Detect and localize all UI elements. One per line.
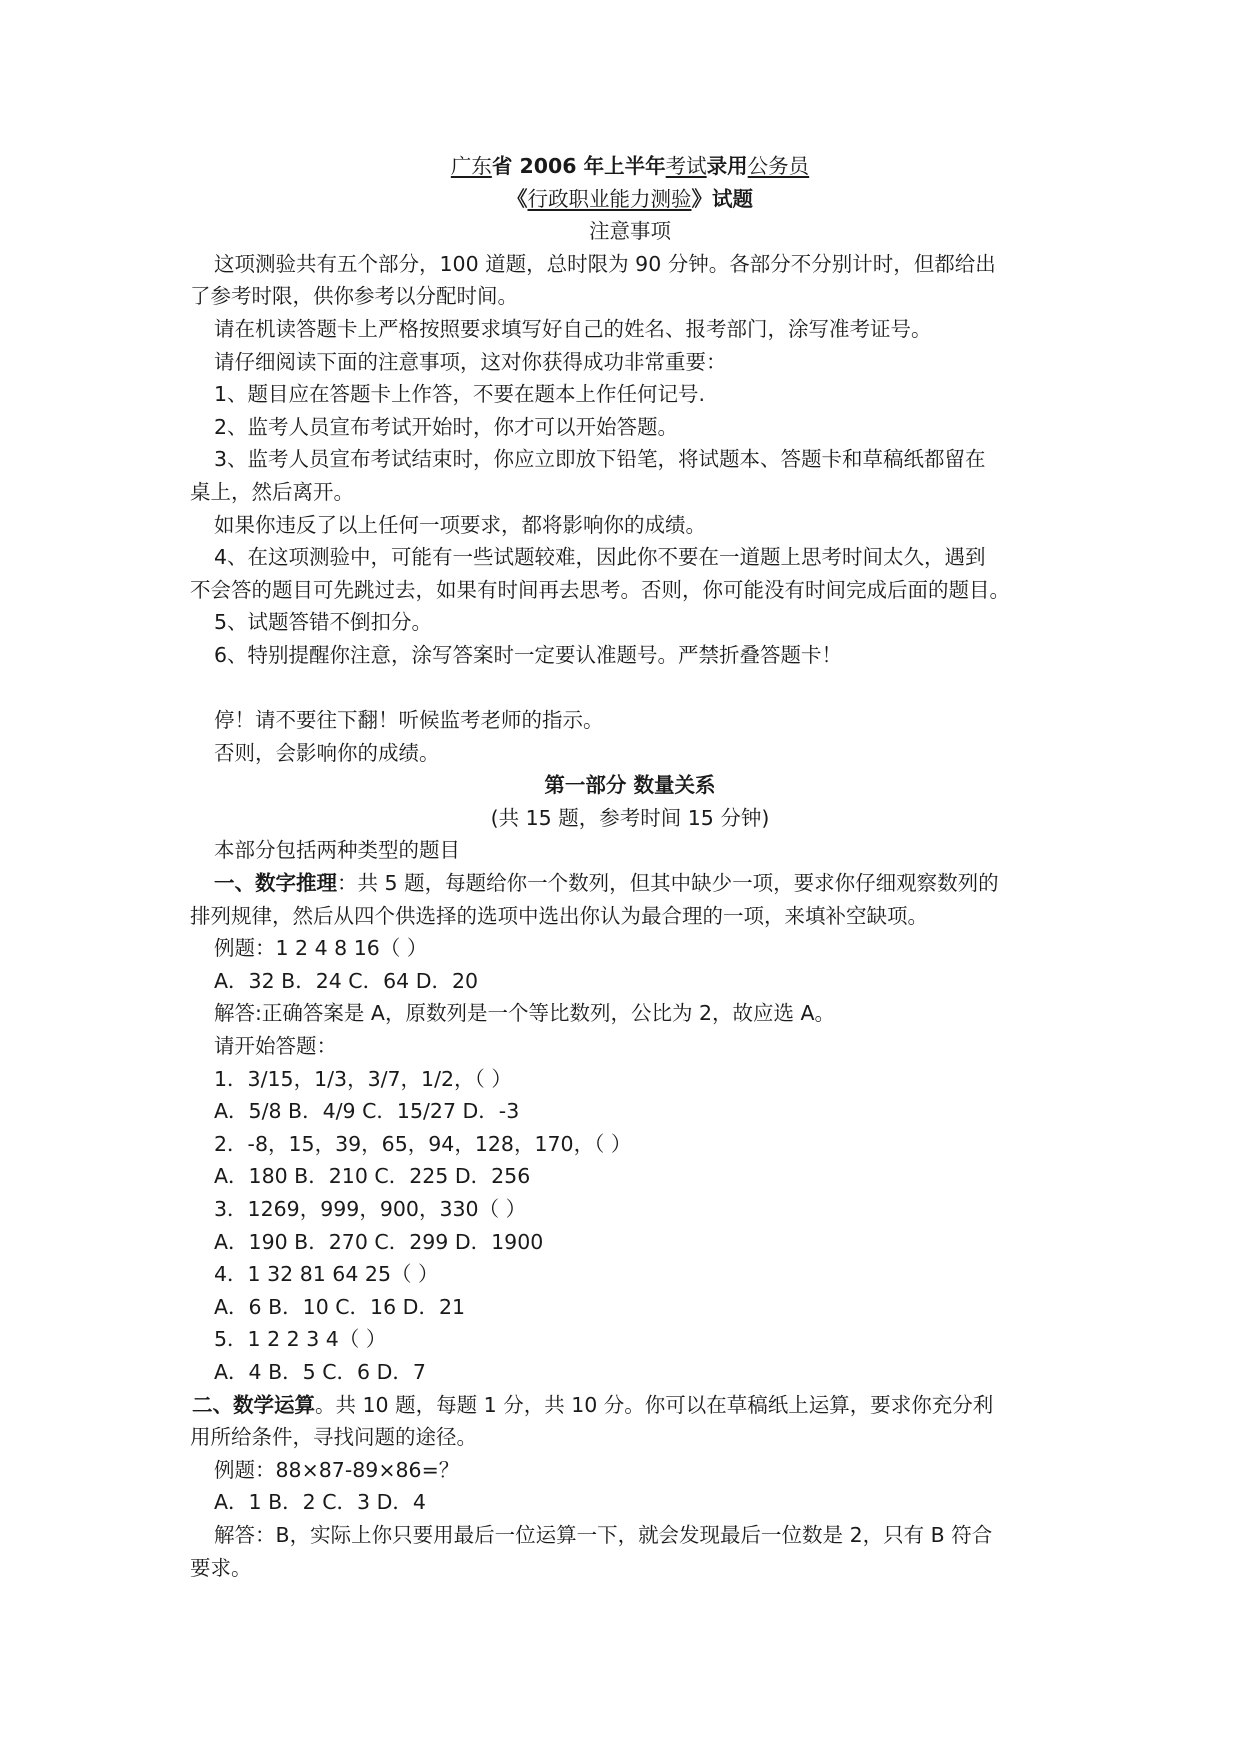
notice-item-2: 2、监考人员宣布考试开始时，你才可以开始答题。 bbox=[214, 414, 679, 439]
notice-paragraph-1-line-2: 了参考时限，供你参考以分配时间。 bbox=[190, 284, 518, 309]
subtitle-close-bracket: 》试题 bbox=[691, 186, 753, 211]
blank-line bbox=[190, 672, 1070, 705]
notice-heading: 注意事项 bbox=[589, 219, 671, 244]
document-title bbox=[190, 150, 1070, 183]
section2-text: 。共 10 题，每题 1 分，共 10 分。你可以在草稿纸上运算，要求你充分利 bbox=[315, 1392, 994, 1417]
example1-options: A．32 B．24 C．64 D．20 bbox=[214, 968, 479, 993]
title-year-text: 省 2006 年上半年 bbox=[491, 154, 666, 178]
question-3-options: A．190 B．270 C．299 D．1900 bbox=[214, 1229, 544, 1254]
start-instruction: 请开始答题： bbox=[214, 1034, 337, 1059]
section2-description-line-2: 用所给条件，寻找问题的途径。 bbox=[190, 1425, 477, 1450]
question-3: 3．1269，999，900，330（ ） bbox=[214, 1197, 527, 1221]
example2-options: A．1 B．2 C．3 D．4 bbox=[214, 1490, 426, 1515]
section1-text: ：共 5 题，每题给你一个数列，但其中缺少一项，要求你仔细观察数列的 bbox=[337, 871, 999, 896]
part1-intro: 本部分包括两种类型的题目 bbox=[214, 838, 460, 863]
example1-question: 例题：1 2 4 8 16（ ） bbox=[214, 936, 428, 961]
notice-item-5: 5、试题答错不倒扣分。 bbox=[214, 610, 433, 635]
notice-item-1: 1、题目应在答题卡上作答，不要在题本上作任何记号. bbox=[214, 382, 706, 407]
stop-consequence: 否则，会影响你的成绩。 bbox=[214, 740, 440, 765]
notice-warning: 如果你违反了以上任何一项要求，都将影响你的成绩。 bbox=[214, 512, 706, 537]
section1-description-line-2: 排列规律，然后从四个供选择的选项中选出你认为最合理的一项，来填补空缺项。 bbox=[190, 903, 928, 928]
document-page bbox=[190, 150, 1070, 1584]
notice-item-6: 6、特别提醒你注意，涂写答案时一定要认准题号。严禁折叠答题卡！ bbox=[214, 642, 843, 667]
question-4: 4．1 32 81 64 25（ ） bbox=[214, 1262, 439, 1287]
section2-label: 二、数学运算 bbox=[192, 1392, 315, 1417]
question-1-options: A．5/8 B．4/9 C．15/27 D．-3 bbox=[214, 1099, 520, 1124]
notice-paragraph-2: 请在机读答题卡上严格按照要求填写好自己的姓名、报考部门，涂写准考证号。 bbox=[214, 316, 932, 341]
part1-subheading: (共 15 题，参考时间 15 分钟) bbox=[490, 805, 770, 830]
notice-paragraph-1-line-1: 这项测验共有五个部分，100 道题，总时限为 90 分钟。各部分不分别计时，但都给出 bbox=[214, 251, 996, 276]
question-2: 2．-8，15，39，65，94，128，170，（ ） bbox=[214, 1131, 632, 1156]
question-1: 1．3/15，1/3，3/7，1/2，（ ） bbox=[214, 1066, 512, 1091]
notice-item-3-line-2: 桌上，然后离开。 bbox=[190, 479, 354, 504]
example2-answer-line-2: 要求。 bbox=[190, 1555, 252, 1580]
notice-paragraph-3: 请仔细阅读下面的注意事项，这对你获得成功非常重要： bbox=[214, 349, 727, 374]
section2-description-line-1 bbox=[190, 1389, 1070, 1422]
notice-item-4-line-1: 4、在这项测验中，可能有一些试题较难，因此你不要在一道题上思考时间太久，遇到 bbox=[214, 545, 986, 570]
title-underlined-guangdong: 广东 bbox=[450, 154, 492, 178]
notice-item-4-line-2: 不会答的题目可先跳过去，如果有时间再去思考。否则，你可能没有时间完成后面的题目。 bbox=[190, 577, 1010, 602]
part1-heading: 第一部分 数量关系 bbox=[544, 773, 716, 798]
example2-answer-line-1: 解答：B，实际上你只要用最后一位运算一下，就会发现最后一位数是 2，只有 B 符合 bbox=[214, 1522, 993, 1547]
section1-label: 一、数字推理 bbox=[214, 871, 337, 896]
section1-description-line-1 bbox=[190, 867, 1070, 900]
example2-question: 例题：88×87-89×86=？ bbox=[214, 1457, 460, 1482]
question-5-options: A．4 B．5 C．6 D．7 bbox=[214, 1359, 426, 1384]
question-4-options: A．6 B．10 C．16 D．21 bbox=[214, 1294, 466, 1319]
title-underlined-civil-servant: 公务员 bbox=[747, 154, 810, 178]
title-hire-text: 录用 bbox=[706, 154, 748, 178]
notice-item-3-line-1: 3、监考人员宣布考试结束时，你应立即放下铅笔，将试题本、答题卡和草稿纸都留在 bbox=[214, 447, 986, 472]
example1-answer: 解答:正确答案是 A，原数列是一个等比数列，公比为 2，故应选 A。 bbox=[214, 1001, 836, 1026]
document-subtitle bbox=[190, 183, 1070, 216]
question-2-options: A．180 B．210 C．225 D．256 bbox=[214, 1164, 531, 1189]
subtitle-open-bracket: 《 bbox=[507, 186, 528, 211]
stop-instruction: 停！请不要往下翻！听候监考老师的指示。 bbox=[214, 708, 604, 733]
question-5: 5．1 2 2 3 4（ ） bbox=[214, 1327, 387, 1352]
subtitle-test-name: 行政职业能力测验 bbox=[527, 186, 692, 211]
title-underlined-exam: 考试 bbox=[665, 154, 707, 178]
